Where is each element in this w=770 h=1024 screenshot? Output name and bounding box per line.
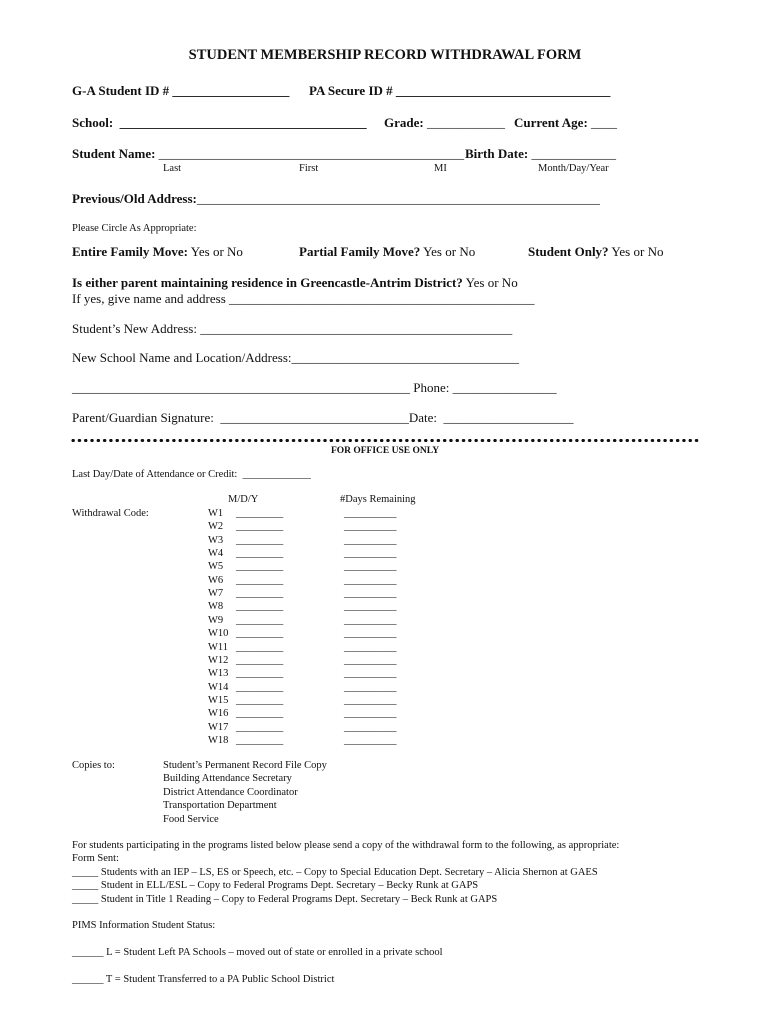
withdrawal-date-blank[interactable]: _________: [236, 708, 284, 720]
days-remaining-blank[interactable]: __________: [344, 654, 397, 666]
days-remaining-blank[interactable]: __________: [344, 628, 397, 640]
days-remaining-blank[interactable]: __________: [344, 681, 397, 693]
withdrawal-date-blank[interactable]: _________: [236, 654, 284, 666]
name-sub-first: First: [299, 163, 319, 174]
withdrawal-date-blank[interactable]: _________: [236, 534, 284, 546]
partial-family-label: Partial Family Move?: [299, 244, 421, 259]
days-remaining-blank[interactable]: __________: [344, 694, 397, 706]
withdrawal-code: W6: [208, 574, 224, 586]
copies-list-item: Student’s Permanent Record File Copy: [163, 760, 327, 771]
entire-family-move[interactable]: [72, 244, 243, 260]
withdrawal-code: W9: [208, 614, 224, 626]
program-copy-item[interactable]: _____ Student in ELL/ESL – Copy to Federal Programs Dept. Secretary – Becky Runk at GAPS: [72, 880, 479, 892]
current-age-field[interactable]: [514, 115, 617, 131]
withdrawal-code: W4: [208, 548, 224, 560]
days-remaining-blank[interactable]: __________: [344, 734, 397, 746]
program-copy-item[interactable]: _____ Students with an IEP – LS, ES or Speech, etc. – Copy to Special Education Dept. Secretary – Alicia Shernon at GAES: [72, 867, 598, 878]
current-age-label: Current Age:: [514, 115, 588, 130]
days-remaining-blank[interactable]: __________: [344, 641, 397, 653]
partial-family-move[interactable]: [299, 244, 475, 260]
previous-address-blank: ______________________________________________________________: [196, 191, 600, 206]
dotted-divider: [70, 438, 700, 443]
new-school-field[interactable]: New School Name and Location/Address:___________________________________: [72, 350, 520, 365]
withdrawal-date-blank[interactable]: _________: [236, 721, 284, 733]
student-name-blank: _______________________________________________: [158, 146, 465, 161]
withdrawal-code: W12: [208, 654, 229, 666]
withdrawal-code: W16: [208, 708, 229, 720]
days-remaining-blank[interactable]: __________: [344, 574, 397, 586]
days-remaining-blank[interactable]: __________: [344, 614, 397, 626]
withdrawal-code: W18: [208, 734, 229, 746]
days-remaining-blank[interactable]: __________: [344, 588, 397, 600]
copies-to-label: Copies to:: [72, 760, 115, 771]
student-only-value: Yes or No: [608, 244, 664, 259]
current-age-blank: ____: [591, 115, 618, 130]
days-remaining-blank[interactable]: __________: [344, 521, 397, 533]
withdrawal-code: W8: [208, 601, 224, 613]
birth-date-field[interactable]: [465, 146, 616, 162]
withdrawal-code: W5: [208, 561, 224, 573]
withdrawal-date-blank[interactable]: _________: [236, 681, 284, 693]
withdrawal-code: W13: [208, 668, 229, 680]
withdrawal-code: W7: [208, 588, 224, 600]
grade-field[interactable]: [384, 115, 505, 131]
withdrawal-date-blank[interactable]: _________: [236, 588, 284, 600]
days-remaining-blank[interactable]: __________: [344, 601, 397, 613]
withdrawal-date-blank[interactable]: _________: [236, 628, 284, 640]
parent-residence-question[interactable]: [72, 275, 518, 291]
entire-family-value: Yes or No: [188, 244, 243, 259]
pims-heading: PIMS Information Student Status:: [72, 920, 216, 931]
ga-student-id-field[interactable]: G-A Student ID # __________________: [72, 83, 290, 98]
student-name-field[interactable]: [72, 146, 464, 162]
partial-family-value: Yes or No: [420, 244, 476, 259]
if-yes-address-field[interactable]: If yes, give name and address _______________________________________________: [72, 291, 535, 306]
copies-list-item: Building Attendance Secretary: [163, 773, 292, 785]
name-sub-mi: MI: [434, 163, 447, 174]
circle-note: Please Circle As Appropriate:: [72, 223, 197, 234]
entire-family-label: Entire Family Move:: [72, 244, 189, 259]
withdrawal-date-blank[interactable]: _________: [236, 614, 284, 626]
copies-list-item: Food Service: [163, 813, 219, 825]
withdrawal-code: W10: [208, 628, 229, 640]
mdy-column-header: M/D/Y: [228, 494, 259, 505]
copies-list-item: Transportation Department: [163, 800, 277, 812]
student-only-move[interactable]: [528, 244, 663, 260]
withdrawal-code: W11: [208, 641, 229, 653]
copies-list-item: District Attendance Coordinator: [163, 786, 298, 798]
pims-status-l[interactable]: ______ L = Student Left PA Schools – moved out of state or enrolled in a private school: [72, 947, 443, 958]
student-name-label: Student Name:: [72, 146, 156, 161]
program-copy-item[interactable]: _____ Student in Title 1 Reading – Copy to Federal Programs Dept. Secretary – Beck Runk at GAPS: [72, 893, 498, 905]
pims-status-t[interactable]: ______ T = Student Transferred to a PA Public School District: [72, 974, 335, 985]
withdrawal-date-blank[interactable]: _________: [236, 668, 284, 680]
withdrawal-code: W14: [208, 681, 229, 693]
previous-address-label: Previous/Old Address:: [72, 191, 197, 206]
school-field[interactable]: School: ______________________________________: [72, 115, 367, 130]
withdrawal-date-blank[interactable]: _________: [236, 694, 284, 706]
parent-question-label: Is either parent maintaining residence in Greencastle-Antrim District?: [72, 275, 463, 290]
withdrawal-date-blank[interactable]: _________: [236, 521, 284, 533]
signature-date-field[interactable]: Parent/Guardian Signature: _____________________________Date: ____________________: [72, 410, 574, 425]
birth-date-blank: _____________: [531, 146, 616, 161]
days-remaining-blank[interactable]: __________: [344, 508, 397, 519]
withdrawal-date-blank[interactable]: _________: [236, 548, 284, 560]
withdrawal-date-blank[interactable]: _________: [236, 574, 284, 586]
programs-note: For students participating in the programs listed below please send a copy of the withdrawal form to the following, as appropriate:: [72, 840, 620, 851]
new-address-field[interactable]: Student’s New Address: ________________________________________________: [72, 321, 513, 336]
form-sent-label: Form Sent:: [72, 853, 119, 864]
name-sub-mdy: Month/Day/Year: [538, 163, 609, 174]
days-remaining-blank[interactable]: __________: [344, 668, 397, 680]
withdrawal-date-blank[interactable]: _________: [236, 641, 284, 653]
student-only-label: Student Only?: [528, 244, 609, 259]
grade-label: Grade:: [384, 115, 424, 130]
last-day-attendance-field[interactable]: Last Day/Date of Attendance or Credit: _____________: [72, 469, 311, 480]
days-remaining-blank[interactable]: __________: [344, 721, 397, 733]
name-sub-last: Last: [163, 163, 182, 174]
withdrawal-code: W2: [208, 521, 224, 533]
form-title: STUDENT MEMBERSHIP RECORD WITHDRAWAL FORM: [188, 47, 582, 63]
withdrawal-code-label: Withdrawal Code:: [72, 508, 149, 519]
days-remaining-blank[interactable]: __________: [344, 561, 397, 573]
withdrawal-code: W3: [208, 534, 224, 546]
withdrawal-date-blank[interactable]: _________: [236, 561, 284, 573]
days-remaining-blank[interactable]: __________: [344, 534, 397, 546]
days-remaining-header: #Days Remaining: [340, 494, 416, 505]
withdrawal-date-blank[interactable]: _________: [236, 601, 284, 613]
days-remaining-blank[interactable]: __________: [344, 548, 397, 560]
days-remaining-blank[interactable]: __________: [344, 708, 397, 720]
withdrawal-date-blank[interactable]: _________: [236, 508, 284, 519]
birth-date-label: Birth Date:: [465, 146, 529, 161]
withdrawal-code: W17: [208, 721, 229, 733]
pa-secure-id-field[interactable]: PA Secure ID # _________________________________: [309, 83, 611, 98]
office-use-heading: FOR OFFICE USE ONLY: [330, 446, 440, 456]
phone-field[interactable]: ____________________________________________________ Phone: ________________: [72, 380, 557, 395]
previous-address-field[interactable]: [72, 191, 600, 207]
withdrawal-code: W1: [208, 508, 224, 519]
parent-question-value: Yes or No: [462, 275, 518, 290]
withdrawal-code: W15: [208, 694, 229, 706]
withdrawal-date-blank[interactable]: _________: [236, 734, 284, 746]
grade-blank: ____________: [426, 115, 505, 130]
